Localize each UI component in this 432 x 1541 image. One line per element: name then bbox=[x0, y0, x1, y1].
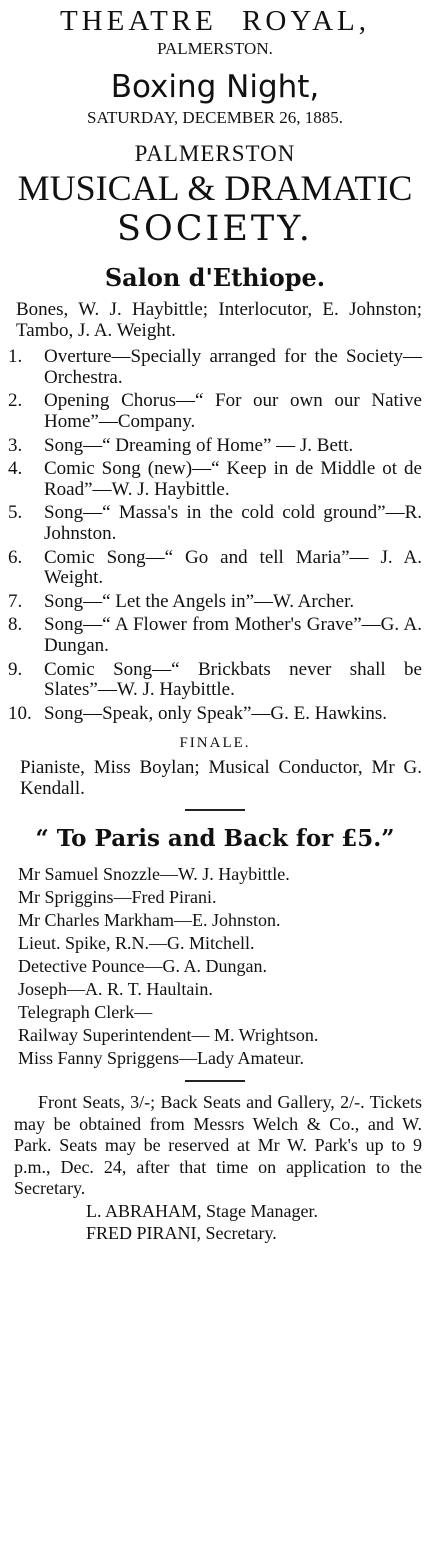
item-number: 6. bbox=[8, 546, 23, 568]
programme-item bbox=[8, 503, 422, 544]
divider bbox=[185, 809, 245, 811]
programme-item bbox=[8, 615, 422, 656]
cast-entry: Joseph—A. R. T. Haultain. bbox=[18, 979, 213, 1000]
part2-title: “ To Paris and Back for £5.” bbox=[35, 825, 395, 853]
item-number: 7. bbox=[8, 590, 23, 612]
cast-entry: Detective Pounce—G. A. Dungan. bbox=[18, 956, 267, 977]
ticket-info: Front Seats, 3/-; Back Seats and Gallery, 2/-. Tickets may be obtained from Messrs Welch & Co., and W. Park. Seats may be reserved at Mr W. Park's up to 9 p.m., Dec. 24, after that time on application to the Secretary. bbox=[14, 1092, 422, 1199]
theatre-name: THEATRE ROYAL, bbox=[59, 5, 371, 37]
programme-list bbox=[8, 347, 422, 724]
programme-item bbox=[8, 592, 422, 613]
item-text: Song—“ Massa's in the cold cold ground”—R. Johnston. bbox=[44, 502, 422, 544]
item-number: 9. bbox=[8, 658, 23, 680]
programme-item bbox=[8, 548, 422, 589]
item-number: 2. bbox=[8, 390, 23, 412]
part2-cast-list bbox=[8, 863, 422, 1070]
stage-manager-signature: L. ABRAHAM, Stage Manager. bbox=[86, 1200, 318, 1221]
item-text: Comic Song (new)—“ Keep in de Middle ot de Road”—W. J. Haybittle. bbox=[44, 458, 422, 500]
event-date: SATURDAY, DECEMBER 26, 1885. bbox=[87, 108, 343, 127]
divider bbox=[185, 1080, 245, 1082]
cast-entry: Miss Fanny Spriggens—Lady Amateur. bbox=[18, 1048, 304, 1069]
event-title: Boxing Night, bbox=[110, 69, 320, 105]
cast-entry: Lieut. Spike, R.N.—G. Mitchell. bbox=[18, 933, 255, 954]
part1-cast-intro: Bones, W. J. Haybittle; Interlocutor, E. Johnston; Tambo, J. A. Weight. bbox=[16, 299, 422, 341]
cast-entry: Mr Samuel Snozzle—W. J. Haybittle. bbox=[18, 864, 290, 885]
society-line-1: PALMERSTON bbox=[134, 141, 296, 166]
item-number: 4. bbox=[8, 458, 23, 480]
item-text: Song—“ A Flower from Mother's Grave”—G. A. Dungan. bbox=[44, 614, 422, 656]
item-text: Song—Speak, only Speak”—G. E. Hawkins. bbox=[44, 702, 388, 724]
programme-item bbox=[8, 704, 422, 725]
programme-item bbox=[8, 391, 422, 432]
item-text: Comic Song—“ Brickbats never shall be Slates”—W. J. Haybittle. bbox=[44, 658, 422, 701]
cast-entry: Mr Charles Markham—E. Johnston. bbox=[18, 910, 281, 931]
cast-entry: Railway Superintendent— M. Wrightson. bbox=[18, 1025, 319, 1046]
secretary-signature: FRED PIRANI, Secretary. bbox=[86, 1222, 277, 1243]
item-text: Comic Song—“ Go and tell Maria”— J. A. Weight. bbox=[44, 546, 422, 589]
society-line-2: MUSICAL & DRAMATIC bbox=[17, 168, 413, 208]
item-number: 1. bbox=[8, 346, 23, 368]
finale-label: FINALE. bbox=[179, 735, 251, 752]
item-number: 5. bbox=[8, 502, 23, 524]
programme-item bbox=[8, 660, 422, 701]
pianiste-credit: Pianiste, Miss Boylan; Musical Conductor, Mr G. Kendall. bbox=[20, 757, 422, 799]
item-number: 3. bbox=[8, 434, 23, 456]
item-text: Song—“ Let the Angels in”—W. Archer. bbox=[44, 590, 355, 612]
programme-item bbox=[8, 436, 422, 457]
item-text: Opening Chorus—“ For our own our Native Home”—Company. bbox=[44, 390, 422, 432]
part1-title: Salon d'Ethiope. bbox=[104, 263, 326, 292]
item-number: 8. bbox=[8, 614, 23, 636]
programme-item bbox=[8, 347, 422, 388]
item-text: Overture—Specially arranged for the Society—Orchestra. bbox=[44, 346, 422, 388]
cast-entry: Mr Spriggins—Fred Pirani. bbox=[18, 887, 217, 908]
item-number: 10. bbox=[8, 702, 32, 724]
item-text: Song—“ Dreaming of Home” — J. Bett. bbox=[44, 434, 354, 456]
town-name: PALMERSTON. bbox=[157, 39, 273, 58]
society-line-3: SOCIETY. bbox=[117, 209, 313, 249]
programme-item bbox=[8, 459, 422, 500]
cast-entry: Telegraph Clerk— bbox=[18, 1002, 153, 1023]
